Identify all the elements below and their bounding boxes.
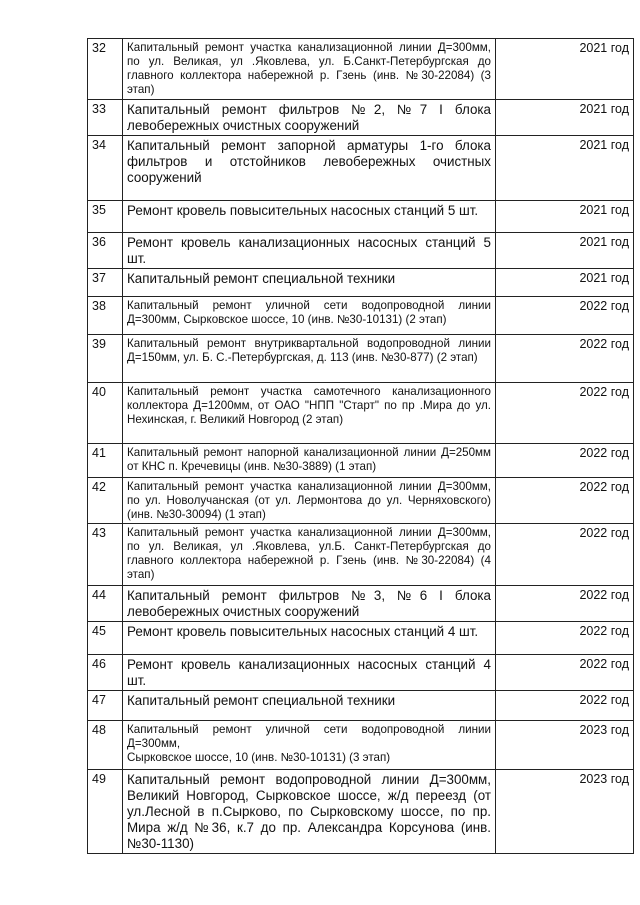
table-row [88, 770, 634, 854]
work-year: 2023 год [496, 721, 634, 770]
work-year: 2022 год [496, 335, 634, 383]
table-row [88, 136, 634, 201]
work-description: Ремонт кровель повысительных насосных станций 5 шт. [123, 201, 496, 233]
row-number: 49 [88, 770, 123, 854]
row-number: 41 [88, 444, 123, 478]
work-description: Капитальный ремонт участка канализационной линии Д=300мм, по ул. Новолучанская (от ул. Лермонтова до ул. Черняховского) (инв. №30-30094) (1 этап) [123, 478, 496, 524]
work-description: Капитальный ремонт запорной арматуры 1-го блока фильтров и отстойников левобережных очистных сооружений [123, 136, 496, 201]
work-description: Капитальный ремонт уличной сети водопроводной линии Д=300мм, Сырковское шоссе, 10 (инв. №30-10131) (3 этап) [123, 721, 496, 770]
work-year: 2023 год [496, 770, 634, 854]
work-description: Капитальный ремонт водопроводной линии Д=300мм, Великий Новгород, Сырковское шоссе, ж/д переезд (от ул.Лесной в п.Сырково, по Сырковскому шоссе, по пр. Мира ж/д №36, к.7 до пр. Александра Корсунова (инв. №30-1130) [123, 770, 496, 854]
row-number: 43 [88, 524, 123, 586]
table-row [88, 201, 634, 233]
row-number: 47 [88, 691, 123, 721]
work-year: 2021 год [496, 233, 634, 269]
work-year: 2022 год [496, 655, 634, 691]
row-number: 35 [88, 201, 123, 233]
work-year: 2021 год [496, 201, 634, 233]
work-description: Капитальный ремонт фильтров №3, №6 I блока левобережных очистных сооружений [123, 586, 496, 622]
work-description: Ремонт кровель канализационных насосных станций 4 шт. [123, 655, 496, 691]
work-description: Ремонт кровель повысительных насосных станций 4 шт. [123, 622, 496, 655]
work-year: 2021 год [496, 39, 634, 100]
work-year: 2022 год [496, 478, 634, 524]
table-row [88, 100, 634, 136]
work-year: 2021 год [496, 269, 634, 297]
work-year: 2021 год [496, 100, 634, 136]
row-number: 48 [88, 721, 123, 770]
row-number: 46 [88, 655, 123, 691]
table-row [88, 691, 634, 721]
work-year: 2022 год [496, 586, 634, 622]
work-year: 2022 год [496, 691, 634, 721]
table-row [88, 233, 634, 269]
table-row [88, 39, 634, 100]
table-row [88, 721, 634, 770]
row-number: 32 [88, 39, 123, 100]
table-row [88, 622, 634, 655]
work-year: 2022 год [496, 383, 634, 444]
work-description: Ремонт кровель канализационных насосных станций 5 шт. [123, 233, 496, 269]
row-number: 39 [88, 335, 123, 383]
row-number: 45 [88, 622, 123, 655]
table-row [88, 297, 634, 335]
work-description: Капитальный ремонт участка канализационной линии Д=300мм, по ул. Великая, ул .Яковлева, ул.Б. Санкт-Петербургская до главного коллектора набережной р. Гзень (инв. №30-22084) (4 этап) [123, 524, 496, 586]
table-row [88, 269, 634, 297]
work-year: 2022 год [496, 297, 634, 335]
work-year: 2021 год [496, 136, 634, 201]
works-table [87, 38, 634, 854]
table-row [88, 478, 634, 524]
work-description: Капитальный ремонт участка канализационной линии Д=300мм, по ул. Великая, ул .Яковлева, ул. Б.Санкт-Петербургская до главного коллектора набережной р. Гзень (инв. №30-22084) (3 этап) [123, 39, 496, 100]
work-description: Капитальный ремонт специальной техники [123, 691, 496, 721]
row-number: 37 [88, 269, 123, 297]
table-row [88, 655, 634, 691]
table-row [88, 524, 634, 586]
work-description: Капитальный ремонт специальной техники [123, 269, 496, 297]
row-number: 44 [88, 586, 123, 622]
table-row [88, 383, 634, 444]
work-description: Капитальный ремонт напорной канализационной линии Д=250мм от КНС п. Кречевицы (инв. №30-3889) (1 этап) [123, 444, 496, 478]
work-year: 2022 год [496, 622, 634, 655]
table-row [88, 335, 634, 383]
row-number: 40 [88, 383, 123, 444]
work-description: Капитальный ремонт фильтров №2, №7 I блока левобережных очистных сооружений [123, 100, 496, 136]
work-description: Капитальный ремонт уличной сети водопроводной линии Д=300мм, Сырковское шоссе, 10 (инв. №30-10131) (2 этап) [123, 297, 496, 335]
table-row [88, 586, 634, 622]
work-description: Капитальный ремонт участка самотечного канализационного коллектора Д=1200мм, от ОАО "НПП "Старт" по пр .Мира до ул. Нехинская, г. Великий Новгород (2 этап) [123, 383, 496, 444]
row-number: 42 [88, 478, 123, 524]
work-year: 2022 год [496, 444, 634, 478]
work-description: Капитальный ремонт внутриквартальной водопроводной линии Д=150мм, ул. Б. С.-Петербургская, д. 113 (инв. №30-877) (2 этап) [123, 335, 496, 383]
table-row [88, 444, 634, 478]
row-number: 33 [88, 100, 123, 136]
row-number: 38 [88, 297, 123, 335]
row-number: 34 [88, 136, 123, 201]
row-number: 36 [88, 233, 123, 269]
work-year: 2022 год [496, 524, 634, 586]
